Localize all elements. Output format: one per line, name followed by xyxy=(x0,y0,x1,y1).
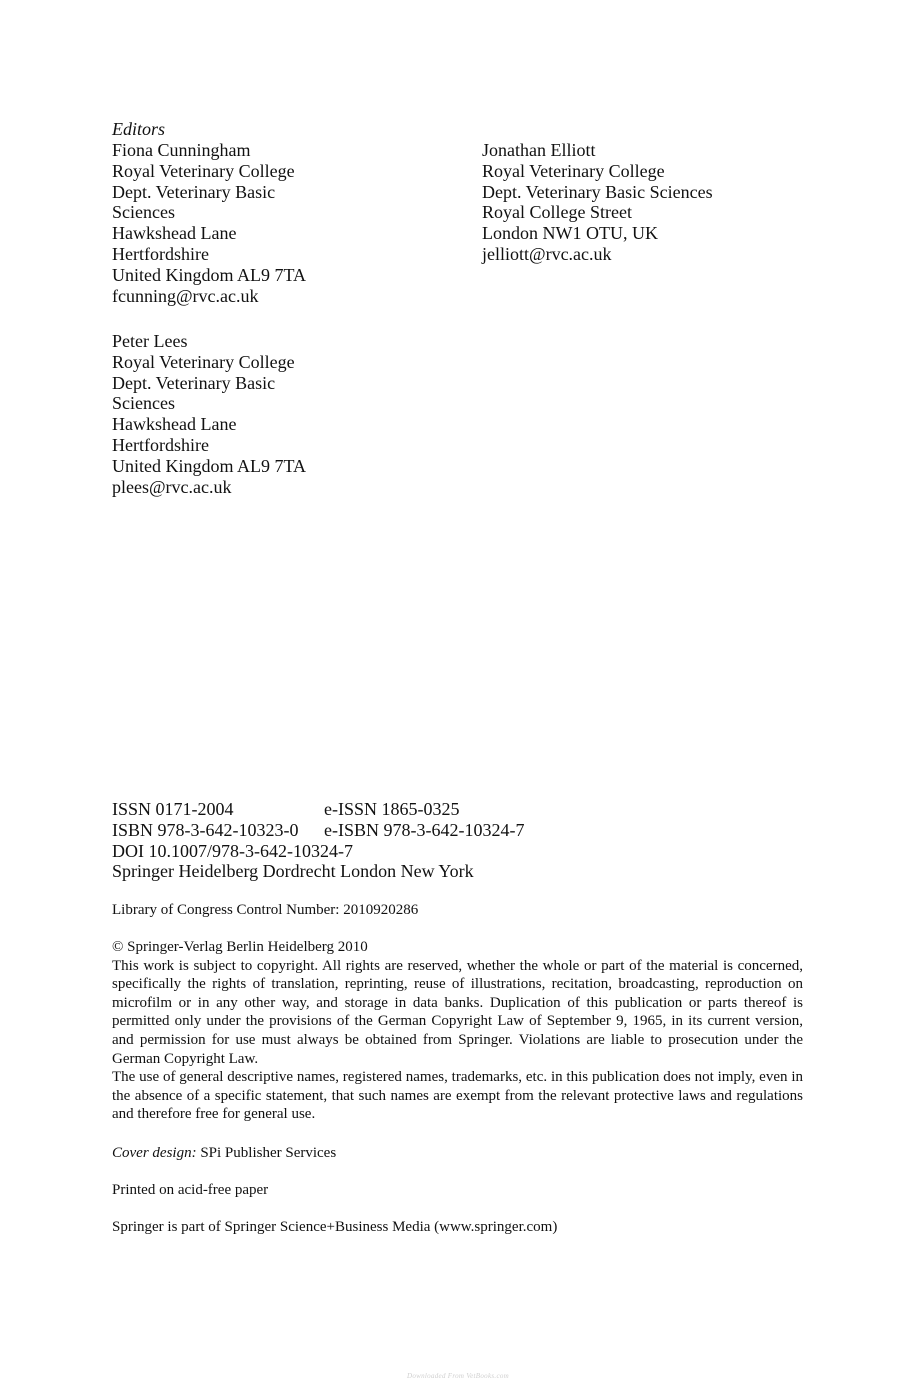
eisbn: e-ISBN 978-3-642-10324-7 xyxy=(324,819,525,840)
issn-row xyxy=(112,799,524,820)
issn: ISSN 0171-2004 xyxy=(112,799,234,819)
editor-address-lees xyxy=(112,331,306,497)
editor-institution: Royal Veterinary College xyxy=(482,160,665,181)
editor-department: Dept. Veterinary Basic xyxy=(112,372,276,393)
editor-country: United Kingdom AL9 7TA xyxy=(112,264,307,285)
cover-design xyxy=(112,1144,803,1163)
cover-design-label: Cover design: xyxy=(112,1145,197,1161)
copyright-notice xyxy=(112,938,803,1124)
editor-county: Hertfordshire xyxy=(112,243,209,264)
editor-name: Jonathan Elliott xyxy=(482,140,596,160)
editor-address-cunningham xyxy=(112,140,306,306)
cover-design-value: SPi Publisher Services xyxy=(196,1145,337,1161)
copyright-paragraph-trademarks: The use of general descriptive names, registered names, trademarks, etc. in this publication does not imply, even in the absence of a specific statement, that such names are exempt from the relevant protective laws and regulations and therefore free for general use. xyxy=(112,1069,803,1123)
copyright-paragraph-rights: This work is subject to copyright. All rights are reserved, whether the whole or part of the material is concerned, specifically the rights of translation, reprinting, reuse of illustrations, recitation, broadcasting, reproduction on microfilm or in any other way, and storage in data banks. Duplication of this publication or parts thereof is permitted only under the provisions of the German Copyright Law of September 9, 1965, in its current version, and permission for use must always be obtained from Springer. Violations are liable to prosecution under the German Copyright Law. xyxy=(112,957,803,1067)
editor-address-elliott xyxy=(482,140,713,265)
editor-street: Hawkshead Lane xyxy=(112,414,237,435)
editor-county: Hertfordshire xyxy=(112,434,209,455)
publisher-places: Springer Heidelberg Dordrecht London New York xyxy=(112,861,474,882)
editor-department-cont: Sciences xyxy=(112,202,175,223)
editor-email[interactable]: plees@rvc.ac.uk xyxy=(112,476,232,497)
editor-department: Dept. Veterinary Basic xyxy=(112,181,276,202)
springer-part-note: Springer is part of Springer Science+Business Media (www.springer.com) xyxy=(112,1219,558,1235)
editor-email[interactable]: fcunning@rvc.ac.uk xyxy=(112,285,259,306)
editor-country: United Kingdom AL9 7TA xyxy=(112,455,307,476)
editor-department-cont: Sciences xyxy=(112,393,175,414)
editor-name: Fiona Cunningham xyxy=(112,140,251,160)
isbn-row xyxy=(112,820,524,841)
editors-heading: Editors xyxy=(112,119,166,139)
copyright-line: © Springer-Verlag Berlin Heidelberg 2010 xyxy=(112,939,368,955)
editor-street: Hawkshead Lane xyxy=(112,223,237,244)
loc-control-number: Library of Congress Control Number: 2010920286 xyxy=(112,902,419,918)
editor-street: Royal College Street xyxy=(482,202,632,223)
eissn: e-ISSN 1865-0325 xyxy=(324,799,460,819)
footer-watermark: Downloaded From VetBooks.com xyxy=(406,1372,510,1380)
doi: DOI 10.1007/978-3-642-10324-7 xyxy=(112,840,353,861)
editor-department: Dept. Veterinary Basic Sciences xyxy=(482,181,713,202)
isbn: ISBN 978-3-642-10323-0 xyxy=(112,819,299,840)
publication-identifiers xyxy=(112,799,524,882)
editor-name: Peter Lees xyxy=(112,331,188,351)
editor-institution: Royal Veterinary College xyxy=(112,351,295,372)
editor-city: London NW1 OTU, UK xyxy=(482,223,658,244)
printed-on-note: Printed on acid-free paper xyxy=(112,1182,269,1198)
editor-institution: Royal Veterinary College xyxy=(112,160,295,181)
editor-email[interactable]: jelliott@rvc.ac.uk xyxy=(482,243,612,264)
